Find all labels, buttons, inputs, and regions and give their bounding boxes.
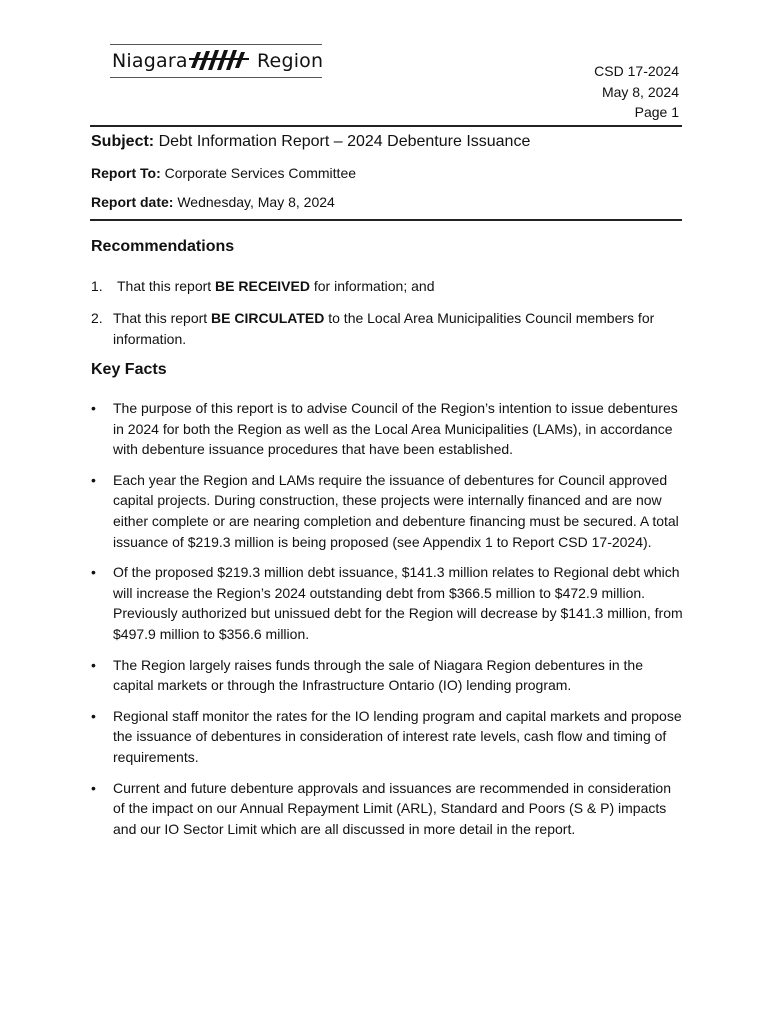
report-to-line xyxy=(91,165,356,181)
recommendation-text-before: That this report xyxy=(117,278,216,294)
recommendation-bold: BE CIRCULATED xyxy=(211,310,325,326)
report-date-value: Wednesday, May 8, 2024 xyxy=(173,194,335,210)
bullet-icon: • xyxy=(91,707,96,724)
report-to-value: Corporate Services Committee xyxy=(160,165,357,181)
page-number: Page 1 xyxy=(634,104,679,120)
header-bottom-rule xyxy=(90,219,682,221)
recommendations-list xyxy=(91,276,686,361)
recommendation-item xyxy=(91,276,686,297)
subject-label: Subject: xyxy=(91,133,155,150)
subject-line xyxy=(91,133,530,151)
bullet-icon: • xyxy=(91,564,96,581)
logo-word-left: Niagara xyxy=(112,50,188,72)
key-fact-text: The purpose of this report is to advise Council of the Region’s intention to issue debentures in 2024 for both the Region as well as the Local Area Municipalities (LAMs), in accordance with debenture issuance procedures that have been established. xyxy=(113,400,678,458)
recommendation-number: 1. xyxy=(91,278,103,294)
key-fact-item xyxy=(91,706,686,768)
report-date-short: May 8, 2024 xyxy=(601,83,679,100)
key-fact-text: Each year the Region and LAMs require the issuance of debentures for Council approved capital projects. During construction, these projects were internally financed and are now either complete or are nearing completion and debenture financing must be secured. A total issuance of $219.3 million is being proposed (see Appendix 1 to Report CSD 17-2024). xyxy=(113,471,679,550)
recommendation-bold: BE RECEIVED xyxy=(215,278,310,294)
key-fact-text: The Region largely raises funds through the sale of Niagara Region debentures in the capital markets or through the Infrastructure Ontario (IO) lending program. xyxy=(113,656,643,694)
bullet-icon: • xyxy=(91,400,96,416)
document-meta xyxy=(594,61,679,123)
recommendation-text-after: to the Local Area Municipalities Council members for information. xyxy=(113,310,655,347)
report-to-label: Report To: xyxy=(91,165,161,181)
bullet-icon: • xyxy=(91,779,96,796)
key-fact-item xyxy=(91,470,686,552)
bullet-icon: • xyxy=(91,656,96,673)
logo-top-rule xyxy=(110,44,322,45)
report-date-line xyxy=(91,194,335,210)
report-number: CSD 17-2024 xyxy=(594,63,679,79)
subject-value: Debt Information Report – 2024 Debenture Issuance xyxy=(154,133,531,150)
recommendation-text-after: for information; and xyxy=(309,278,435,294)
key-fact-item xyxy=(91,398,686,460)
logo-bottom-rule xyxy=(110,77,322,78)
logo-word-right: Region xyxy=(257,50,324,72)
key-fact-item xyxy=(91,655,686,696)
key-fact-item xyxy=(91,562,686,644)
niagara-region-logo xyxy=(110,44,322,78)
recommendations-heading: Recommendations xyxy=(91,238,235,255)
niagara-falls-mark-icon xyxy=(189,48,251,72)
recommendation-item xyxy=(91,308,686,350)
recommendation-text-before: That this report xyxy=(113,310,212,326)
key-fact-item xyxy=(91,778,686,840)
key-fact-text: Of the proposed $219.3 million debt issuance, $141.3 million relates to Regional debt which will increase the Region’s 2024 outstanding debt from $366.5 million to $472.9 million. Previously authorized but unissued debt for the Region will decrease by $141.3 million, from $497.9 million to $356.6 million. xyxy=(113,564,683,642)
report-date-label: Report date: xyxy=(91,194,174,210)
key-facts-heading: Key Facts xyxy=(91,361,167,378)
bullet-icon: • xyxy=(91,471,96,488)
recommendation-number: 2. xyxy=(91,310,103,326)
key-fact-text: Regional staff monitor the rates for the IO lending program and capital markets and propose the issuance of debentures in consideration of interest rate levels, cash flow and timing of requirements. xyxy=(113,707,682,765)
key-fact-text: Current and future debenture approvals and issuances are recommended in consideration of the impact on our Annual Repayment Limit (ARL), Standard and Poors (S & P) impacts and our IO Sector Limit which are all discussed in more detail in the report. xyxy=(113,779,672,837)
header-top-rule xyxy=(90,125,682,127)
key-facts-list xyxy=(91,398,686,849)
